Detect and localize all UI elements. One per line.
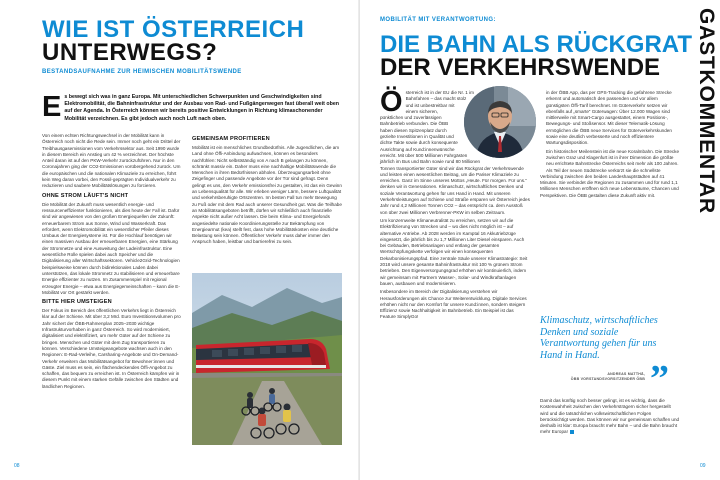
body-paragraph: Mobilität ist ein menschliches Grundbedürfnis. Alle Jugendlichen, die am Land ohne Öffi-Anbindung aufwachsen, können es besonders nachfühlen: Nicht selbstständig von A nach B gelangen zu können, schränkt massiv ein. Daher muss eine nachhaltige Mobilitätswende die Menschen in ihren Bedürfnissen abholen. Überzeugungsarbeit ohne Zeigefinger und passende Angebote vor der Tür sind gefragt. Denn gelingt es uns, den Verkehr emissionsfrei zu gestalten, ist das ein Gewinn an Lebensqualität für alle. Wir erleben weniger Lärm, bessere Luftqualität und verkehrsberuhigte Ortszentren. Im besten Fall tun mehr Bewegung zu Fuß oder mit dem Rad auch unserer Gesundheit gut. Was die Teilhabe an Mobilitätsangeboten betrifft, dürfen wir schließlich auch finanzielle Aspekte nicht außer Acht lassen. Die beim Klima- und Energiefonds angesiedelte nationale Koordinierungsstelle zur Bekämpfung von Energiearmut (kea) stellt fest, dass hohe Mobilitätskosten eine deutliche Belastung sein können. Öffentlicher Verkehr muss daher immer den Anspruch haben, leistbar und barrierefrei zu sein.: [192, 145, 342, 245]
quote-marks-icon: ”: [650, 358, 669, 400]
body-paragraph: Ein historischer Meilenstein ist die neue Koralmbahn. Die Strecke zwischen Graz und Klagenfurt ist in ihrer Dimension die größte neu errichtete Bahnstrecke Österreichs seit mehr als 100 Jahren. Als Teil der neuen Südstrecke verkürzt sie die schnellste Verbindung zwischen den beiden Landeshauptstädten auf 41 Minuten. Sie verbindet die Regionen zu zusammen und für rund 1,1 Millionen Menschen eröffnen sich neue Lebensräume, Chancen und Perspektiven. Die ÖBB gestalten diese Zukunft aktiv mit.: [540, 148, 680, 198]
body-paragraph: Insbesondere im Bereich der Digitalisierung verstehen wir Herausforderungen als Chance zur Weiterentwicklung. Digitale Services erhöhen nicht nur den Komfort für unsere Kund:innen, sondern steigern Effizienz sowie Nachhaltigkeit im Bahnbetrieb. Ein Beispiel ist das Feature SimplyGo!: [380, 289, 527, 320]
article-title-line2: UNTERWEGS?: [42, 39, 218, 66]
article-kicker: MOBILITÄT MIT VERANTWORTUNG:: [380, 17, 496, 23]
right-column-b: [540, 90, 680, 201]
body-paragraph: Die Mobilität der Zukunft muss wesentlich energie- und ressourceneffizienter funktionieren, als dies heute der Fall ist. Dafür sind wir angewiesen von den großen Energiequellen der Zukunft: erneuerbarem Strom aus Sonne, Wind und Wasserkraft. Das erfordert, wenn Elektromobilität ein wesentlicher Pfeiler dieses Umbaus der Energiesysteme ist. Für die Hochlauf benötigen wir einen massiven Ausbau der erneuerbaren Energien, eine Stärkung der Stromnetze und eine Ausweitung der Ladeinfrastruktur. Eine wesentliche Rolle spielen dabei auch Speicher und die Digitalisierung aller Wirtschaftssektoren. Vehicle2Grid-Technologien beispielsweise können durch bidirektionales Laden dabei unterstützen, das lokale Stromnetz zu stabilisieren und erneuerbare Energie effizienter zu nutzen. Im Zusammenspiel mit regional erzeugter Energie – etwa aus Energiegemeinschaften – kann die E-Mobilität vor Ort gestärkt werden.: [42, 201, 180, 295]
intro-text: s bewegt sich was in ganz Europa. Mit unterschiedlichen Schwerpunkten und Geschwindigkeiten sind Elektromobilität, die Bahninfrastruktur und der Ausbau von Rad- und Fußgängerwegen fast überall weit oben auf der Agenda. In Österreich können wir bereits positive Entwicklungen in Richtung klimaschonender Mobilität verzeichnen. Es gibt jedoch auch noch Luft nach oben.: [64, 94, 340, 122]
right-column-c: [540, 398, 680, 438]
right-page: [360, 0, 720, 480]
left-column-b: [192, 133, 342, 247]
vertical-section-label: [692, 8, 720, 228]
train-cyclists-photo: [192, 273, 342, 445]
body-paragraph: Um konzernweite Klimaneutralität zu erreichen, setzen wir auf die Elektrifizierung von Strecken und – wo dies nicht möglich ist – auf alternative Antriebe. Ab 2028 werden im Kamptal 16 Akkutriebzüge eingesetzt, die jährlich bis zu 1,7 Millionen Liter Diesel einsparen. Auch bei Gebäuden, Betriebsanlagen und entlang der gesamten Wertschöpfungskette verfolgen wir einen konsequenten Dekarbonisierungspfad. Eine zentrale Säule unserer Klimastrategie: Seit 2018 wird unsere gesamte Bahninfrastruktur mit 100 % grünem Strom betrieben. Den Eigenversorgungsgrad erhöhen wir kontinuierlich, indem wir gemeinsam mit Partnern Wasser-, Solar- und Windkraftanlagen bauen, ausbauen und modernisieren.: [380, 217, 528, 286]
section-heading-profitieren: GEMEINSAM PROFITIEREN: [192, 136, 270, 142]
body-paragraph: in der ÖBB App, das per GPS-Tracking die gefahrene Strecke erkennt und automatisch den passenden und vor allem günstigsten Öffi-Tarif berechnet. Im Güterverkehr setzen wir ebenfalls auf „smarte“ Güterwagen: Über 12.000 Wagen sind mittlerweile mit Smart-Cargo ausgestattet, einem Positions-, Bewegungs- und Stoßsensor. Mit dieser Telematik-Lösung ermöglichen die ÖBB neue Services für Güterverkehrskunden sowie eine deutlich verbesserte und noch effizientere Wartungsdisposition.: [546, 90, 672, 146]
right-column-a: [380, 86, 530, 323]
article-title-line1: WIE IST ÖSTERREICH: [42, 16, 305, 43]
vertical-label-text: GASTKOMMENTAR: [695, 8, 718, 214]
intro-dropcap: E: [42, 91, 62, 123]
left-column-a: [42, 133, 182, 391]
pull-quote: Klimaschutz, wirtschaftliches Denken und soziale Verantwortung gehen für uns Hand in Hand.: [540, 315, 658, 361]
end-mark-icon: [570, 430, 574, 434]
body-paragraph: Der Fokus im Bereich des öffentlichen Verkehrs liegt in Österreich klar auf der Schiene. Mit über 3,2 Mrd. Euro Investitionsvolumen pro Jahr sichert der ÖBB-Rahmenplan 2025–2030 wichtige Infrastrukturvorhaben in ganz Österreich. So wird modernisiert, digitalisiert und elektrifiziert, um mehr Güter auf der Schiene zu bringen. Menschen und Güter mit dem Zug transportieren zu können. Verschiedene Umsteigeangebote wachsen auch in den Regionen: E-Rad-Verleihe, Carsharing-Angebote und On-Demand-Verkehr erweitern das Mobilitätsangebot für Bewohner:innen und Gäste. Ziel muss es sein, ein flächendeckendes Öffi-Angebot zu schaffen, das bequem zu erreichen ist. In Österreich kämpfen wir in diesem Punkt mit einem starken Gefälle zwischen den Städten und ländlichen Regionen.: [42, 308, 181, 389]
closing-text: Damit das künftig noch besser gelingt, ist es wichtig, dass die Kostenwahrheit zwischen den Verkehrsträgern sicher hergestellt wird und die tatsächlichen volkswirtschaftlichen Folgen berücksichtigt werden. Das können wir nur gemeinsam schaffen und deshalb ist klar: Europa braucht mehr Bahn – und die Bahn braucht mehr Europa!: [540, 398, 680, 435]
quote-author: ANDREAS MATTHÄ, ÖBB VORSTANDSVORSITZENDER ÖBB: [570, 372, 645, 381]
intro-paragraph: [42, 91, 342, 123]
section-heading-strom: OHNE STROM LÄUFT'S NICHT: [42, 192, 129, 199]
section-heading-umsteigen: BITTE HIER UMSTEIGEN: [42, 299, 112, 306]
article-title-line1: DIE BAHN ALS RÜCKGRAT: [380, 31, 692, 58]
portrait-wrap-space: [460, 90, 530, 160]
article-subtitle: BESTANDSAUFNAHME ZUR HEIMISCHEN MOBILITÄTSWENDE: [42, 69, 242, 75]
closing-paragraph: [540, 398, 680, 436]
article-dropcap: Ö: [380, 86, 403, 118]
article-title-line2: DER VERKEHRSWENDE: [380, 54, 661, 81]
body-paragraph: sterreich ist in der EU die Nr. 1 im Bahnfahren – das macht stolz und ist unbestreitbar mit einem sicheren, pünktlichen und zuverlässigen Bahnbetrieb verbunden. Die ÖBB haben diesen Spitzenplatz durch gezielte Investitionen in Qualität und dichte Takte sowie durch konsequente Ausrichtung auf Kund:innenwünsche erreicht. Mit über 500 Millionen Fahrgästen jährlich im Bus und Bahn sowie rund 80 Millionen Tonnen transportierter Güter sind wir das Rückgrat der Verkehrswende und leisten einen wesentlichen Beitrag, um die Pariser Klimaziele zu erreichen. Ganz im Sinne unseres Mottos „Heute. Für morgen. Für uns.“ denken wir in Generationen. Klimaschutz, wirtschaftliches Denken und soziale Verantwortung gehen für uns Hand in Hand. Mit unseren Verkehrsleistungen auf Schiene und Straße ersparen wir Österreich jedes Jahr rund 4,2 Millionen Tonnen CO2 – das entspricht ca. dem Ausstoß von über zwei Millionen Verbrenner-PKW im selben Zeitraum.: [380, 90, 530, 215]
page-number-left: 08: [14, 463, 20, 469]
page-number-right: 09: [700, 463, 706, 469]
body-paragraph: Von einem echten Richtungswechsel in der Mobilität kann in Österreich noch nicht die Rede sein. Immer noch geht ein Drittel der Treibhausgasemissionen vom Verkehrssektor aus. Seit 1990 wurde in diesem Bereich ein Anstieg um 42 % verzeichnet. Der höchste Anteil daran ist auf den PKW-Verkehr zurückzuführen. Nur in den Coronajahren ging der CO2-Emissionen vorübergehend zurück. Um die europäischen und die nationalen Klimaziele zu erreichen, führt kein Weg daran vorbei, den Fossil-geprägten Individualverkehr zu reduzieren und saubere Mobilitätslösungen zu forcieren.: [42, 133, 181, 189]
